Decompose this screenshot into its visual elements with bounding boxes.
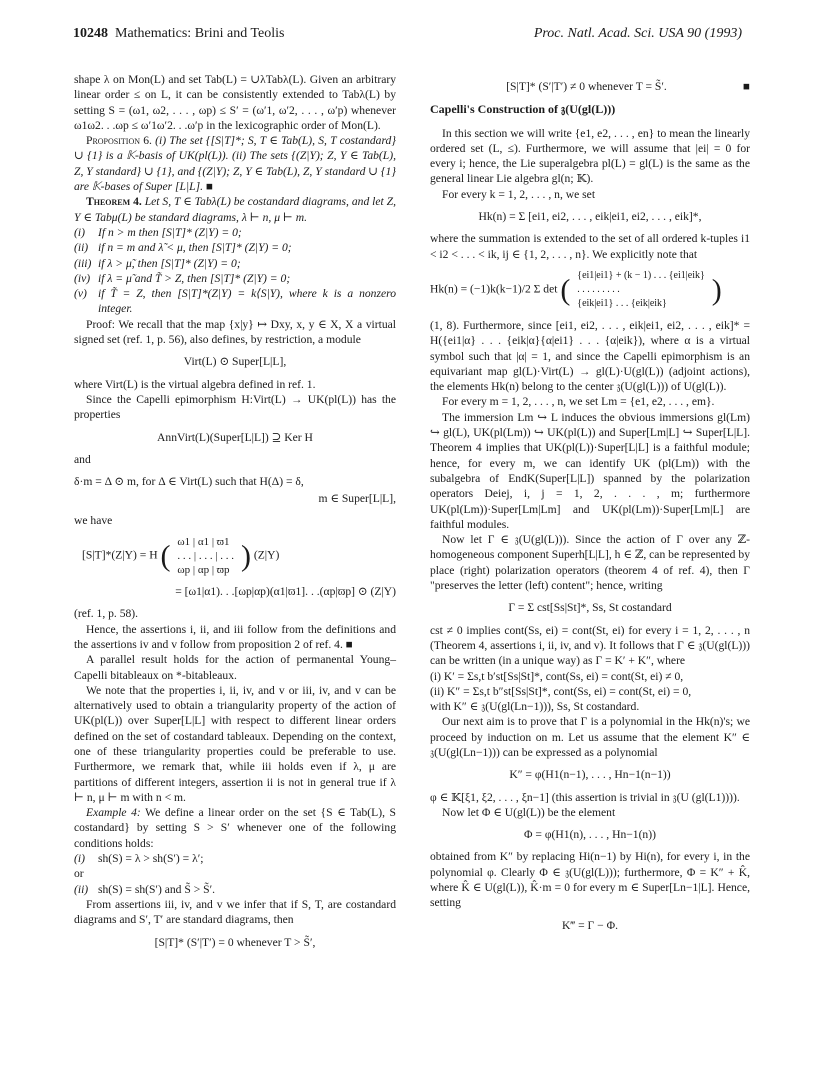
paragraph: shape λ on Mon(L) and set Tab(L) = ∪λTabλ(L). Given an arbitrary linear order ≤ on L, it can be consistently extended to Tabλ(L) by setting S = (ω1, ω2, . . . , ωp) ≤ S′ = (ω′1, ω′2, . . . , ω′p) whenever ω1ω2. . .ωp ≤ ω′1ω′2. . .ω′p in the lexicographic order of Mon(L).	[74, 73, 396, 132]
paragraph: The immersion Lm ↪ L induces the obvious immersions gl(Lm) ↪ gl(L), UK(pl(Lm)) ↪ UK(pl(L)) and Super[Lm|L] ↪ Super[L|L]. Theorem 4 implies that UK(pl(L))·Super[L|L] is a faithful module; hence, for every m, we can identify UK (pl(Lm)) with the subalgebra of EndK(Super[L|L]) spanned by the polarization operators Deiej, i, j = 1, 2, . . . , m; furthermore UK(pl(Lm))·Super[Lm|Lm] and UK(pl(Lm))·Super[Lm|L] are faithful modules.	[430, 410, 750, 531]
theorem-item: (iv) if λ = μ̃ and T̃ > Z, then [S|T]* (Z|Y) = 0;	[74, 271, 291, 285]
equation-continued: m ∈ Super[L|L],	[318, 492, 396, 506]
paragraph: From assertions iii, iv, and v we infer that if S, T, are costandard diagrams and S′, T′ are standard diagrams, then	[74, 897, 396, 927]
paragraph: where Virt(L) is the virtual algebra defined in ref. 1.	[74, 377, 316, 391]
proposition-label: Proposition 6.	[86, 134, 152, 148]
theorem-item: (v) if T̃ = Z, then [S|T]*(Z|Y) = k⟨S|Y), where k is a nonzero integer.	[74, 287, 396, 316]
paragraph: In this section we will write {e1, e2, . . . , en} to mean the linearly ordered set (L, ≤). Furthermore, we will assume that |ei| = 0 for every i; hence, the Lie superalgebra pl(L) = gl(L) is the same as the general linear Lie algebra gl(n; 𝕂).	[430, 126, 750, 186]
paren-open: (	[160, 539, 171, 573]
example-item: (i) sh(S) = λ > sh(S′) = λ′;	[74, 852, 204, 866]
example-4	[74, 805, 396, 851]
matrix	[177, 535, 234, 577]
paragraph: φ ∈ 𝕂[ξ1, ξ2, . . . , ξn−1] (this assertion is trivial in 𝔷(U (gl(L1)))).	[430, 790, 740, 804]
paragraph: We note that the properties i, ii, iv, and v or iii, iv, and v can be alternatively used to obtain a triangularity property of the action of UK(pl(L)) over Super[L|L] with respect to different linear orders defined on the set of costandard tableaux. Depending on the context, one of these triangularity properties could be preferable to use. Furthermore, we remark that, while iii holds even if λ, μ are partitions of different integers, assertion ii is not in general true if λ ⊢ n, μ ⊢ m with n < m.	[74, 683, 396, 804]
theorem-item: (i) If n > m then [S|T]* (Z|Y) = 0;	[74, 225, 242, 239]
paragraph: we have	[74, 513, 113, 527]
equation: Γ = Σ cst[Ss|St]*, Ss, St costandard	[508, 601, 672, 615]
case-item: with K″ ∈ 𝔷(U(gl(Ln−1))), Ss, St costandard.	[430, 700, 640, 714]
paragraph: For every k = 1, 2, . . . , n, we set	[442, 187, 596, 201]
theorem-4	[74, 194, 396, 225]
theorem-label: Theorem 4.	[86, 195, 142, 209]
proposition-6	[74, 133, 396, 194]
conjunction: and	[74, 452, 91, 466]
qed-mark: ■	[742, 80, 750, 93]
equation: [S|T]* (S′|T′) = 0 whenever T > S̃′,	[154, 935, 316, 949]
qed-mark: ■	[205, 180, 213, 194]
page-header	[73, 26, 742, 48]
theorem-text: Let S, T ∈ Tabλ(L) be costandard diagrams, and let Z, Y ∈ Tabμ(L) be standard diagrams, λ ⊢ n, μ ⊢ m.	[74, 195, 396, 224]
matrix-row: . . . | . . . | . . .	[177, 550, 235, 563]
proof-paragraph: Proof: We recall that the map {x|y} ↦ Dxy, x, y ∈ X, X a virtual signed set (ref. 1, p. 56), also defines, by restriction, a module	[74, 317, 396, 347]
paragraph: where the summation is extended to the set of all ordered k-tuples i1 < i2 < . . . < ik, ij ∈ {1, 2, . . . , n}. We explicitly note that	[430, 232, 750, 261]
determinant-equation	[430, 269, 750, 311]
matrix-row: {eik|ei1} . . . {eik|eik}	[577, 297, 667, 309]
example-text: We define a linear order on the set {S ∈ Tab(L), S costandard} by setting S > S′ whenever one of the following conditions holds:	[74, 806, 396, 850]
equation: Φ = φ(H1(n), . . . , Hn−1(n))	[524, 828, 656, 842]
theorem-item: (ii) if n = m and λ̃ < μ, then [S|T]* (Z|Y) = 0;	[74, 241, 292, 255]
equation: [S|T]* (S′|T′) ≠ 0 whenever T = S̃′. ■	[506, 80, 750, 93]
paragraph: Our next aim is to prove that Γ is a polynomial in the Hk(n)'s; we proceed by induction on m. Let us assume that the element K″ ∈ 𝔷(U(gl(Ln−1))) can be expressed as a polynomial	[430, 715, 750, 759]
matrix-row: {ei1|ei1} + (k − 1) . . . {ei1|eik}	[577, 269, 705, 281]
right-column	[430, 72, 750, 940]
left-column	[74, 72, 396, 957]
matrix-row: ω1 | α1 | ϖ1	[177, 536, 230, 549]
paren-close: )	[240, 539, 251, 573]
paragraph: A parallel result holds for the action of permanental Young–Capelli bitableaux on *-bitableaux.	[74, 653, 396, 682]
theorem-item: (iii) if λ > μ̃, then [S|T]* (Z|Y) = 0;	[74, 256, 241, 270]
section-title: Mathematics: Brini and Teolis	[115, 26, 285, 41]
reference: (ref. 1, p. 58).	[74, 607, 139, 621]
equation: AnnVirt(L)(Super[L|L]) ⊇ Ker H	[157, 430, 313, 444]
matrix	[577, 269, 705, 311]
page-number: 10248	[73, 26, 108, 41]
paragraph: Hence, the assertions i, ii, and iii follow from the definitions and the assertions iv and v follow from proposition 2 of ref. 4. ■	[74, 622, 396, 651]
equation: K‴ = Γ − Φ.	[562, 918, 618, 932]
case-item: (ii) K″ = Σs,t b″st[Ss|St]*, cont(Ss, ei) = cont(St, ei) = 0,	[430, 684, 692, 698]
paren-open: (	[560, 273, 571, 307]
equation: Hk(n) = Σ [ei1, ei2, . . . , eik|ei1, ei2, . . . , eik]*,	[478, 210, 702, 224]
paragraph: Now let Γ ∈ 𝔷(U(gl(L))). Since the action of Γ over any ℤ-homogeneous component Superh[L|L], h ∈ ℤ, can be represented by place (right) polarization operators (theorem 4 of ref. 4), then Γ "preserves the letter (left) content"; hence, writing	[430, 533, 750, 593]
qed-mark: ■	[345, 637, 353, 651]
example-label: Example 4:	[86, 806, 141, 820]
case-item: (i) K′ = Σs,t b′st[Ss|St]*, cont(Ss, ei) = cont(St, ei) ≠ 0,	[430, 669, 684, 683]
equation-lhs: Hk(n) = (−1)k(k−1)/2 Σ det	[430, 282, 558, 296]
equation-rhs: (Z|Y)	[253, 548, 280, 562]
paragraph: Now let Φ ∈ U(gl(L)) be the element	[442, 805, 616, 819]
paragraph: (1, 8). Furthermore, since [ei1, ei2, . . . , eik|ei1, ei2, . . . , eik]* = H({ei1|α} . . . {eik|α}{α|ei1} . . . {α|eik}), where α is a virtual symbol such that |α| = 1, and since the Capelli epimorphism is an equivariant map gl(L)·Virt(L) → gl(L)·U(gl(L)) (adjoint actions), the elements Hk(n) belong to the center 𝔷(U(gl(L))) of U(gl(L)).	[430, 318, 750, 394]
matrix-row: . . . . . . . . .	[577, 283, 620, 295]
section-heading: Capelli's Construction of 𝔷(U(gl(L)))	[430, 102, 616, 117]
paragraph: For every m = 1, 2, . . . , n, we set Lm = {e1, e2, . . . , em}.	[442, 395, 715, 409]
paren-close: )	[711, 273, 722, 307]
equation: K″ = φ(H1(n−1), . . . , Hn−1(n−1))	[509, 768, 671, 782]
conjunction: or	[74, 867, 84, 881]
paragraph: Since the Capelli epimorphism H:Virt(L) → UK(pl(L)) has the properties	[74, 392, 396, 422]
equation: = [ω1|α1). . .[ωp|αp)(α1|ϖ1]. . .(αp|ϖp] ⊙ (Z|Y)	[175, 585, 396, 599]
proposition-text: (i) The set {[S|T]*; S, T ∈ Tab(L), S, T costandard} ∪ {1} is a 𝕂-basis of UK(pl(L)). (ii) The sets {(Z|Y); Z, Y ∈ Tab(L), Z, Y standard} ∪ {1}, and {(Z|Y); Z, Y ∈ Tab(L), Z, Y standard ∪ {1} are 𝕂-bases of Super [L|L].	[74, 134, 396, 194]
matrix-row: ωp | αp | ϖp	[177, 564, 230, 577]
matrix-equation	[82, 535, 396, 577]
header-left	[73, 26, 284, 42]
paragraph: cst ≠ 0 implies cont(Ss, ei) = cont(St, ei) for every i = 1, 2, . . . , n (Theorem 4, assertions i, ii, iv, and v). It follows that Γ ∈ 𝔷(U(gl(L))) can be written (in a unique way) as Γ = K′ + K″, where	[430, 623, 751, 668]
equation: δ·m = Δ ⊙ m, for Δ ∈ Virt(L) such that H(Δ) = δ,	[74, 475, 304, 489]
journal-citation: Proc. Natl. Acad. Sci. USA 90 (1993)	[533, 26, 742, 41]
equation-lhs: [S|T]*(Z|Y) = H	[82, 548, 158, 562]
paragraph: obtained from K″ by replacing Hi(n−1) by Hi(n), for every i, in the polynomial φ. Clearly Φ ∈ 𝔷(U(gl(L))); furthermore, Φ = K″ + K̂, where K̂ ∈ U(gl(L)), K̂·m = 0 for every m ∈ Super[Ln−1|L]. Hence, setting	[430, 850, 750, 910]
example-item: (ii) sh(S) = sh(S′) and S̃ > S̃′.	[74, 882, 216, 896]
equation: Virt(L) ⊙ Super[L|L],	[183, 355, 287, 369]
